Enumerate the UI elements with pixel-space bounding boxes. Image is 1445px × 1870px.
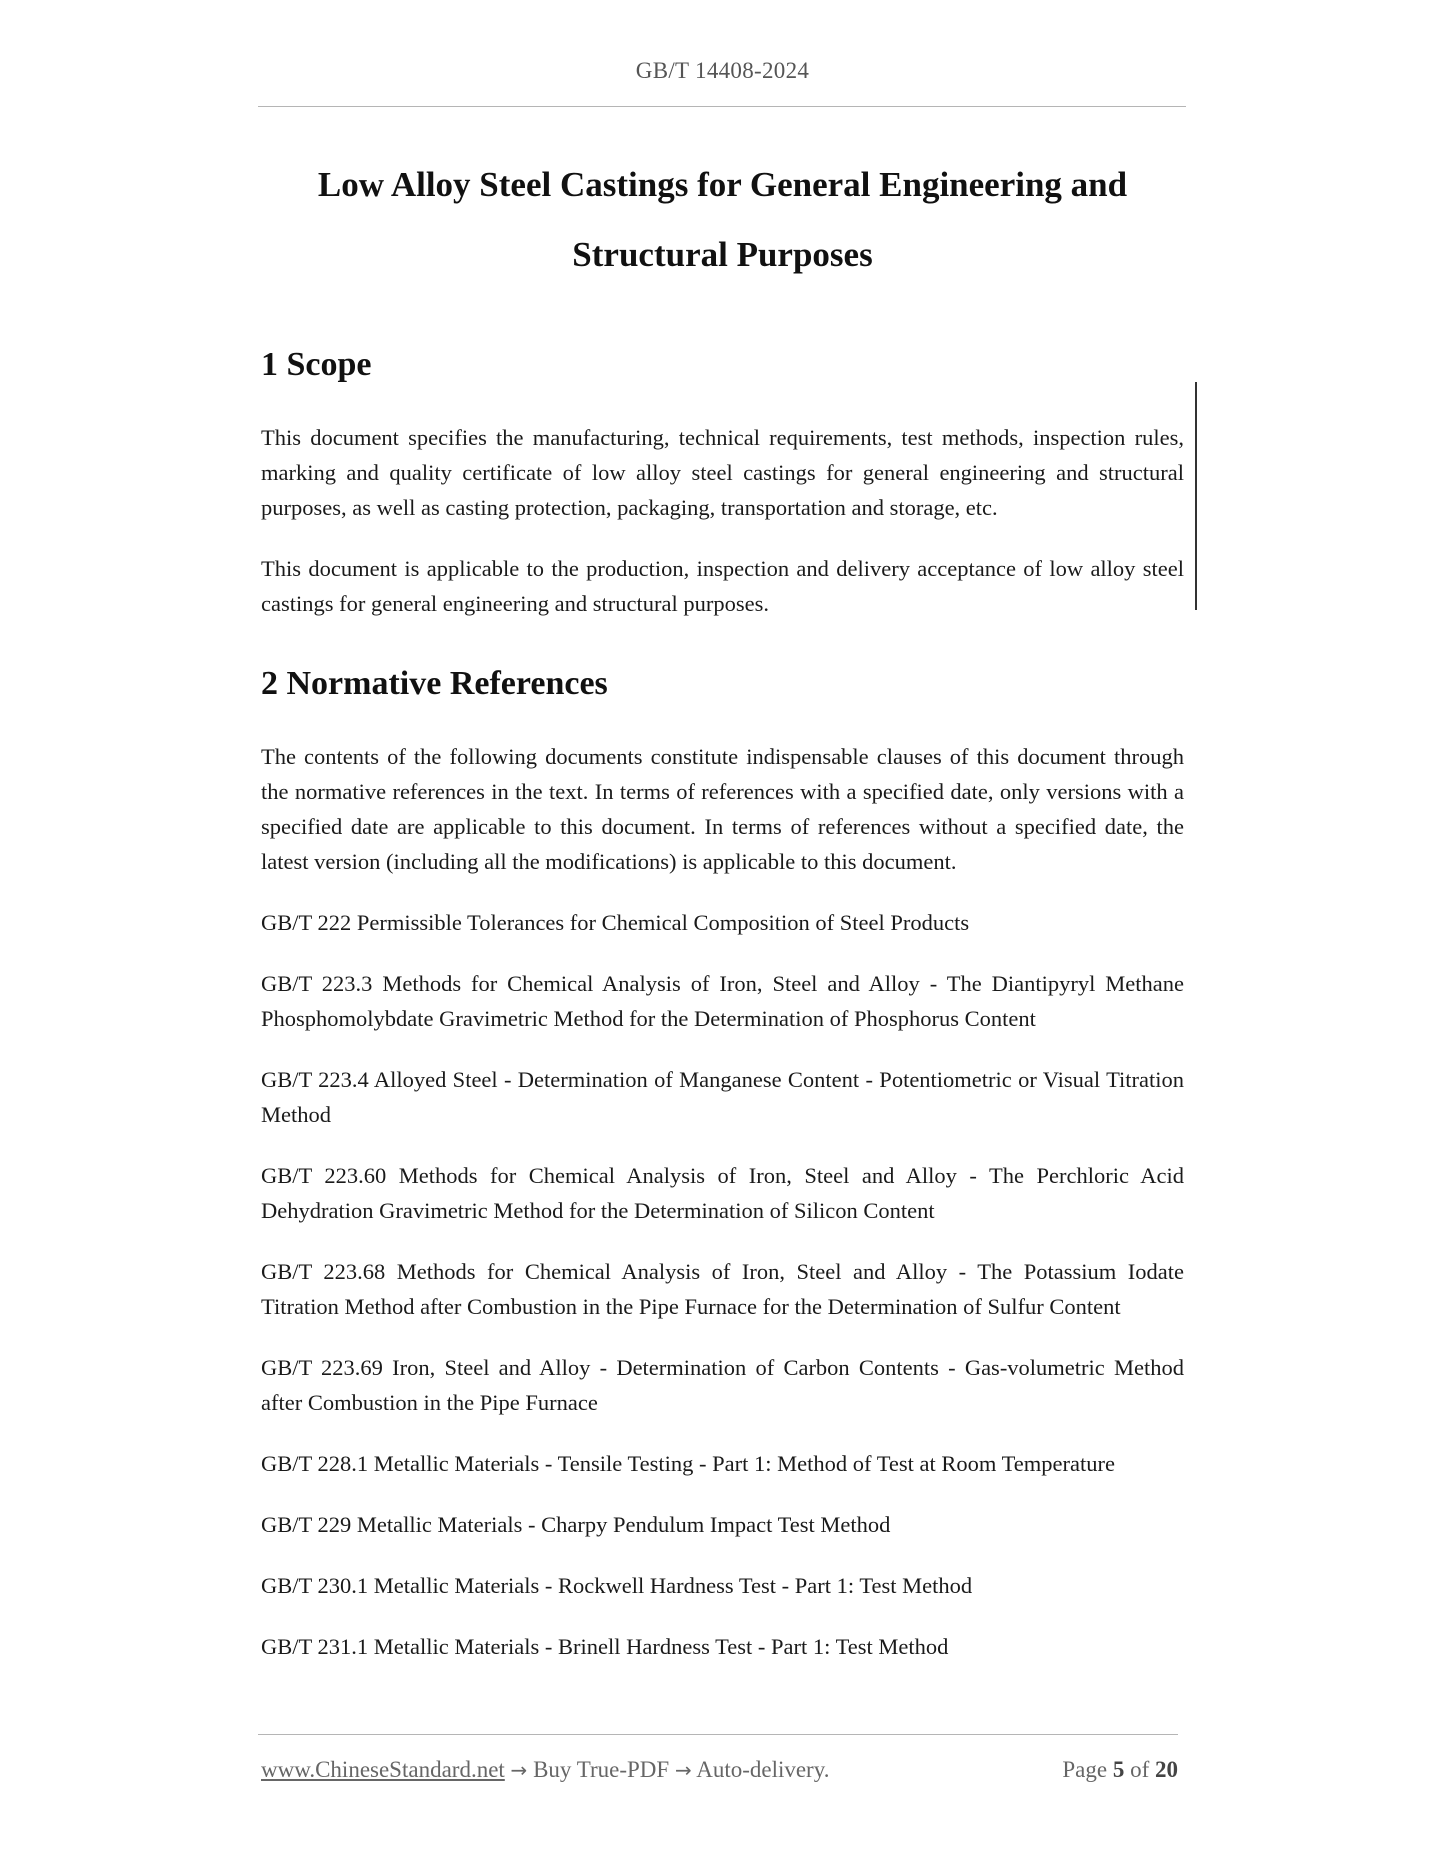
header-divider [258,106,1186,107]
page-current: 5 [1112,1757,1125,1782]
section-normative-references [261,659,1184,1664]
reference-item: GB/T 222 Permissible Tolerances for Chemical Composition of Steel Products [261,910,970,935]
document-title-line-2: Structural Purposes [572,235,873,274]
website-link[interactable]: www.ChineseStandard.net [261,1757,505,1782]
reference-item: GB/T 231.1 Metallic Materials - Brinell Hardness Test - Part 1: Test Method [261,1634,949,1659]
reference-item: GB/T 230.1 Metallic Materials - Rockwell Hardness Test - Part 1: Test Method [261,1573,973,1598]
buy-true-pdf-text: Buy True-PDF [533,1757,670,1782]
page-content [261,150,1184,1664]
scope-paragraph-1: This document specifies the manufacturing, technical requirements, test methods, inspection rules, marking and quality certificate of low alloy steel castings for general engineering and structural purposes, as well as casting protection, packaging, transportation and storage, etc. [261,425,1184,520]
arrow-right-icon: → [674,1758,692,1782]
reference-item: GB/T 223.3 Methods for Chemical Analysis of Iron, Steel and Alloy - The Diantipyryl Methane Phosphomolybdate Gravimetric Method for the Determination of Phosphorus Content [261,971,1184,1031]
auto-delivery-text: Auto-delivery. [696,1757,830,1782]
reference-item: GB/T 223.60 Methods for Chemical Analysis of Iron, Steel and Alloy - The Perchloric Acid Dehydration Gravimetric Method for the Determination of Silicon Content [261,1163,1184,1223]
section-scope [261,340,1184,621]
reference-item: GB/T 229 Metallic Materials - Charpy Pendulum Impact Test Method [261,1512,891,1537]
document-title-line-1: Low Alloy Steel Castings for General Engineering and [317,165,1128,204]
scope-paragraph-2: This document is applicable to the production, inspection and delivery acceptance of low alloy steel castings for general engineering and structural purposes. [261,556,1184,616]
section-heading-scope: 1 Scope [261,346,372,383]
reference-item: GB/T 223.4 Alloyed Steel - Determination of Manganese Content - Potentiometric or Visual Titration Method [261,1067,1184,1127]
document-number: GB/T 14408-2024 [635,58,810,83]
document-title [261,150,1184,290]
section-heading-normative-references: 2 Normative References [261,665,608,702]
running-header [0,58,1445,84]
revision-change-bar [1195,382,1197,610]
page-total: 20 [1155,1757,1178,1782]
references-intro-paragraph: The contents of the following documents constitute indispensable clauses of this document through the normative references in the text. In terms of references with a specified date, only versions with a specified date are applicable to this document. In terms of references without a specified date, the latest version (including all the modifications) is applicable to this document. [261,744,1184,874]
reference-item: GB/T 223.69 Iron, Steel and Alloy - Determination of Carbon Contents - Gas-volumetric Method after Combustion in the Pipe Furnace [261,1355,1184,1415]
reference-item: GB/T 223.68 Methods for Chemical Analysis of Iron, Steel and Alloy - The Potassium Iodate Titration Method after Combustion in the Pipe Furnace for the Determination of Sulfur Content [261,1259,1184,1319]
page-of-label: of [1130,1757,1150,1782]
arrow-right-icon: → [510,1758,528,1782]
footer-divider [258,1734,1178,1735]
footer-promo [261,1757,829,1783]
page-number [1062,1757,1178,1783]
page-label: Page [1062,1757,1108,1782]
reference-item: GB/T 228.1 Metallic Materials - Tensile Testing - Part 1: Method of Test at Room Temperature [261,1451,1115,1476]
